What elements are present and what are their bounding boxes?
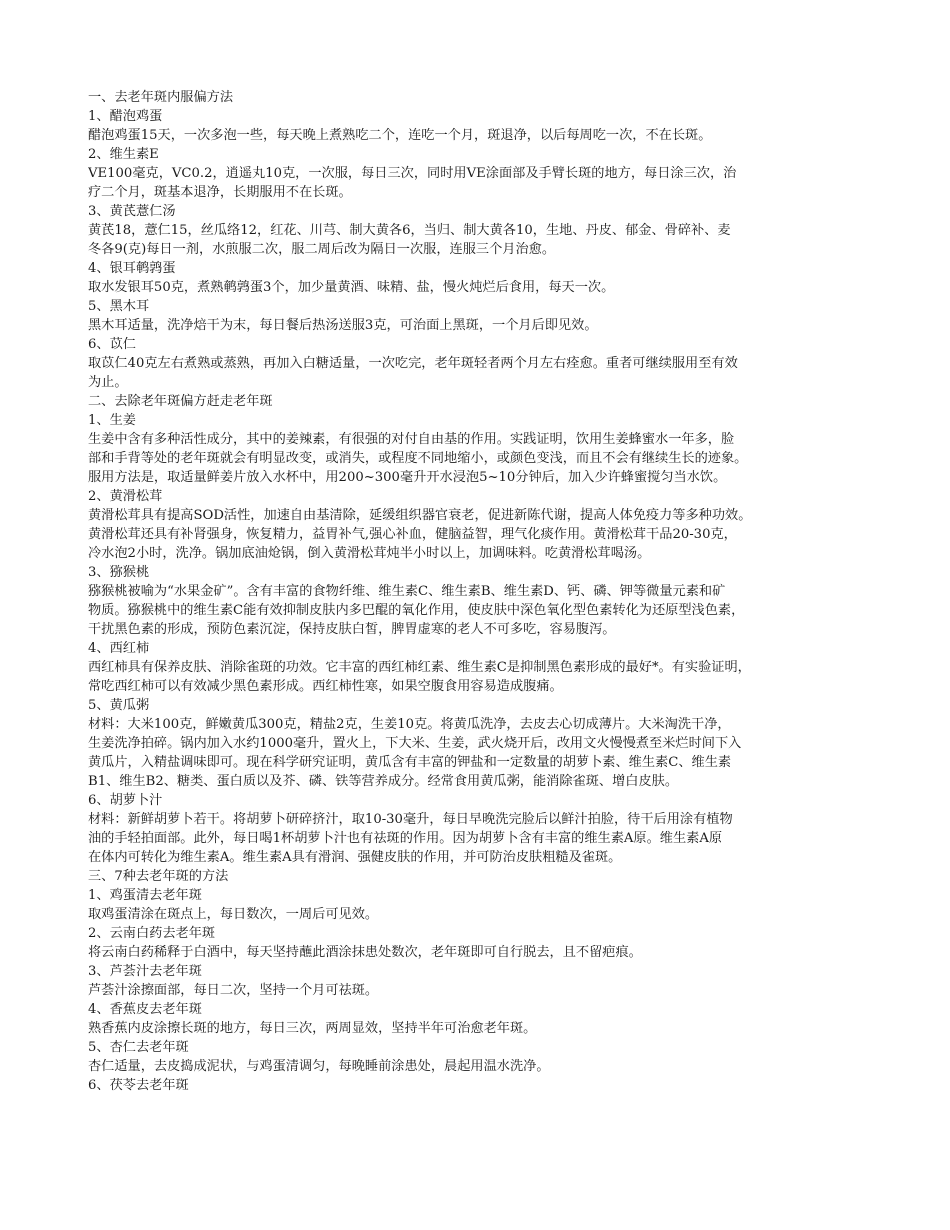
paragraph-line: 取苡仁40克左右煮熟或蒸熟，再加入白糖适量，一次吃完，老年斑轻者两个月左右痊愈。重者可继续服用至有效 [88,356,738,371]
subheading-matsutake: 2、黄滑松茸 [88,489,163,504]
section-heading-1: 一、去老年斑内服偏方法 [88,90,234,105]
subheading-coix-seed: 6、苡仁 [88,337,136,352]
paragraph-line: VE100毫克，VC0.2，逍遥丸10克，一次服，每日三次，同时用VE涂面部及手臂长斑的地方，每日涂三次，治 [88,166,737,181]
subheading-ginger: 1、生姜 [88,413,136,428]
paragraph-line: 将云南白药稀释于白酒中，每天坚持蘸此酒涂抹患处数次，老年斑即可自行脱去，且不留疤痕。 [88,945,642,960]
subheading-poria: 6、茯苓去老年斑 [88,1078,189,1093]
paragraph-line: 猕猴桃被喻为“水果金矿”。含有丰富的食物纤维、维生素C、维生素B、维生素D、钙、磷、钾等微量元素和矿 [88,584,726,599]
paragraph-line: 部和手背等处的老年斑就会有明显改变，或消失，或程度不同地缩小，或颜色变浅，而且不会有继续生长的迹象。 [88,451,748,466]
paragraph-line: 材料：新鲜胡萝卜若干。将胡萝卜研碎挤汁，取10-30毫升，每日早晚洗完脸后以鲜汁拍脸，待干后用涂有植物 [88,812,733,827]
paragraph-line: 服用方法是，取适量鲜姜片放入水杯中，用200~300毫升开水浸泡5~10分钟后，加入少许蜂蜜搅匀当水饮。 [88,470,727,485]
subheading-egg-white: 1、鸡蛋清去老年斑 [88,888,202,903]
subheading-aloe-juice: 3、芦荟汁去老年斑 [88,964,202,979]
subheading-cucumber-porridge: 5、黄瓜粥 [88,698,150,713]
paragraph-line: 西红柿具有保养皮肤、消除雀斑的功效。它丰富的西红柿红素、维生素C是抑制黑色素形成的最好*。有实验证明， [88,660,751,675]
subheading-black-fungus: 5、黑木耳 [88,299,150,314]
paragraph-line: 杏仁适量，去皮捣成泥状，与鸡蛋清调匀，每晚睡前涂患处，晨起用温水洗净。 [88,1059,550,1074]
subheading-tremella-quail-egg: 4、银耳鹌鹑蛋 [88,261,176,276]
paragraph-line: 取水发银耳50克，煮熟鹌鹑蛋3个，加少量黄酒、味精、盐，慢火炖烂后食用，每天一次。 [88,280,615,295]
paragraph-line: B1、维生B2、糖类、蛋白质以及芥、磷、铁等营养成分。经常食用黄瓜粥，能消除雀斑、增白皮肤。 [88,774,679,789]
paragraph-line: 黄滑松茸具有提高SOD活性，加速自由基清除，延缓组织器官衰老，促进新陈代谢，提高人体免疫力等多种功效。 [88,508,752,523]
paragraph-line: 黄芪18，薏仁15，丝瓜络12，红花、川芎、制大黄各6，当归、制大黄各10，生地、丹皮、郁金、骨碎补、麦 [88,223,731,238]
paragraph-line: 冷水泡2小时，洗净。锅加底油炝锅，倒入黄滑松茸炖半小时以上，加调味料。吃黄滑松茸喝汤。 [88,546,651,561]
paragraph-line: 生姜中含有多种活性成分，其中的姜辣素，有很强的对付自由基的作用。实践证明，饮用生姜蜂蜜水一年多，脸 [88,432,735,447]
paragraph-line: 生姜洗净拍碎。锅内加入水约1000毫升，置火上，下大米、生姜，武火烧开后，改用文火慢慢煮至米烂时间下入 [88,736,742,751]
paragraph-line: 熟香蕉内皮涂擦长斑的地方，每日三次，两周显效，坚持半年可治愈老年斑。 [88,1021,537,1036]
paragraph-line: 油的手轻拍面部。此外，每日喝1杯胡萝卜汁也有祛斑的作用。因为胡萝卜含有丰富的维生素A原。维生素A原 [88,831,723,846]
section-heading-3: 三、7种去老年斑的方法 [88,869,229,884]
paragraph-line: 取鸡蛋清涂在斑点上，每日数次，一周后可见效。 [88,907,379,922]
subheading-tomato: 4、西红柿 [88,641,150,656]
subheading-kiwi: 3、猕猴桃 [88,565,150,580]
subheading-banana-peel: 4、香蕉皮去老年斑 [88,1002,202,1017]
paragraph-line: 在体内可转化为维生素A。维生素A具有滑润、强健皮肤的作用，并可防治皮肤粗糙及雀斑。 [88,850,622,865]
paragraph-line: 醋泡鸡蛋15天，一次多泡一些，每天晚上煮熟吃二个，连吃一个月，斑退净，以后每周吃一次，不在长斑。 [88,128,712,143]
paragraph-line: 常吃西红柿可以有效减少黑色素形成。西红柿性寒，如果空腹食用容易造成腹痛。 [88,679,563,694]
paragraph-line: 为止。 [88,375,128,390]
subheading-vinegar-egg: 1、醋泡鸡蛋 [88,109,163,124]
subheading-almond: 5、杏仁去老年斑 [88,1040,189,1055]
subheading-carrot-juice: 6、胡萝卜汁 [88,793,163,808]
section-heading-2: 二、去除老年斑偏方赶走老年斑 [88,394,273,409]
paragraph-line: 冬各9(克)每日一剂，水煎服二次，服二周后改为隔日一次服，连服三个月治愈。 [88,242,556,257]
subheading-yunnan-baiyao: 2、云南白药去老年斑 [88,926,216,941]
paragraph-line: 黄滑松茸还具有补肾强身，恢复精力，益胃补气,强心补血，健脑益智，理气化痰作用。黄滑松茸干品20-30克， [88,527,737,542]
document-body [88,88,866,1095]
paragraph-line: 芦荟汁涂擦面部，每日二次，坚持一个月可祛斑。 [88,983,379,998]
subheading-vitamin-e: 2、维生素E [88,147,159,162]
subheading-astragalus-soup: 3、黄芪薏仁汤 [88,204,176,219]
paragraph-line: 疗二个月，斑基本退净，长期服用不在长斑。 [88,185,352,200]
paragraph-line: 物质。猕猴桃中的维生素C能有效抑制皮肤内多巴醌的氧化作用，使皮肤中深色氧化型色素转化为还原型浅色素， [88,603,745,618]
paragraph-line: 材料：大米100克，鲜嫩黄瓜300克，精盐2克，生姜10克。将黄瓜洗净，去皮去心切成薄片。大米淘洗干净， [88,717,731,732]
paragraph-line: 黑木耳适量，洗净焙干为末，每日餐后热汤送服3克，可治面上黑斑，一个月后即见效。 [88,318,598,333]
paragraph-line: 黄瓜片，入精盐调味即可。现在科学研究证明，黄瓜含有丰富的钾盐和一定数量的胡萝卜素、维生素C、维生素 [88,755,732,770]
paragraph-line: 干扰黑色素的形成，预防色素沉淀，保持皮肤白皙，脾胃虚寒的老人不可多吃，容易腹泻。 [88,622,616,637]
